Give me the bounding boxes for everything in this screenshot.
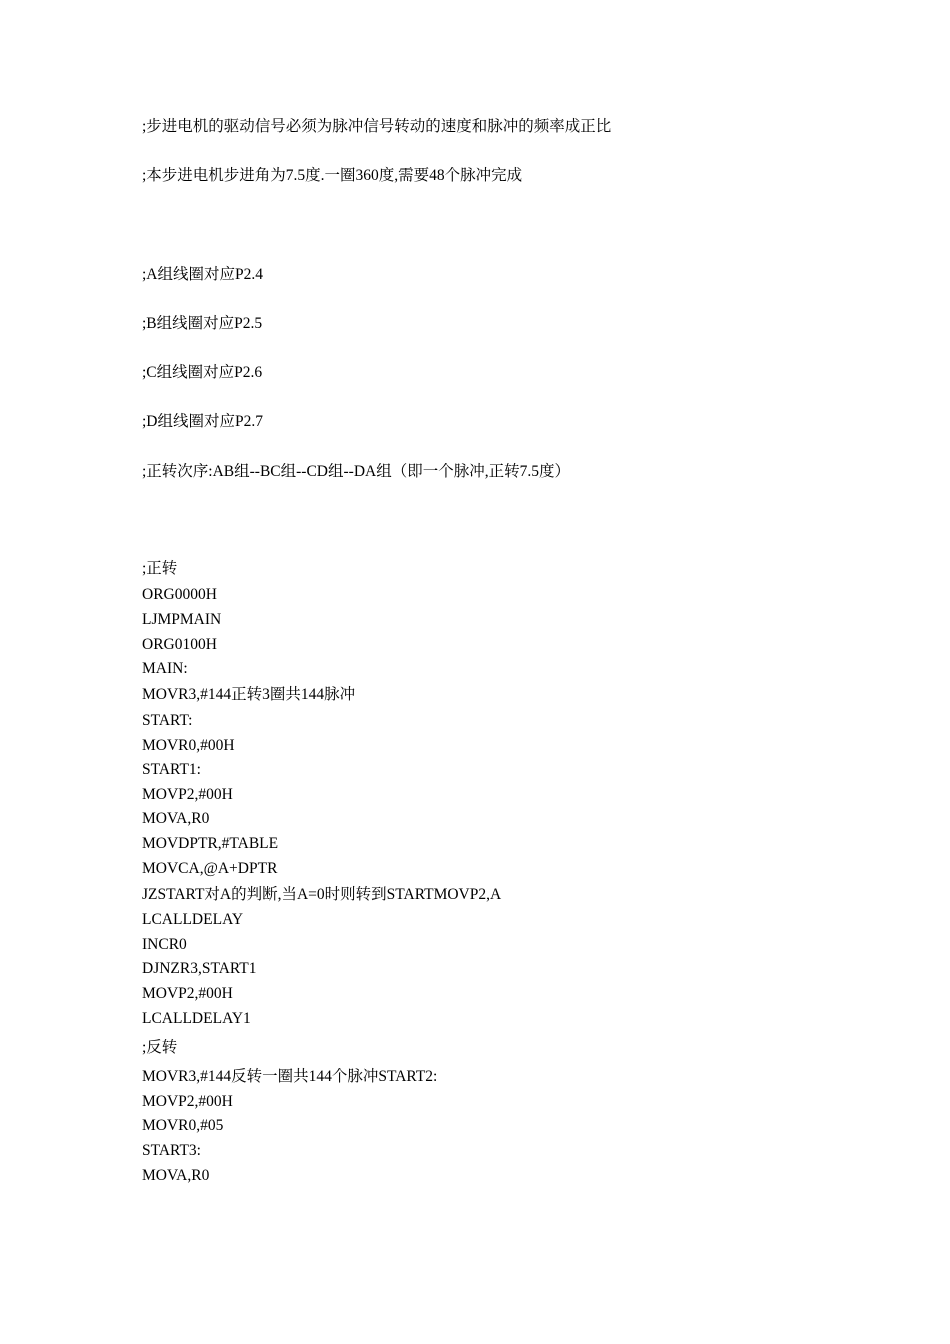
comment-line: ;本步进电机步进角为7.5度.一圈360度,需要48个脉冲完成: [142, 167, 523, 184]
code-line: MOVA,R0: [142, 1167, 210, 1184]
code-line: START1:: [142, 761, 201, 778]
comment-line: ;步进电机的驱动信号必须为脉冲信号转动的速度和脉冲的频率成正比: [142, 118, 612, 135]
code-line: ORG0000H: [142, 586, 217, 603]
code-line: INCR0: [142, 936, 187, 953]
code-line: MOVR3,#144正转3圈共144脉冲: [142, 686, 356, 703]
code-line: LJMPMAIN: [142, 611, 222, 628]
code-line: ;反转: [142, 1039, 178, 1056]
code-line: START:: [142, 712, 193, 729]
comment-line: ;B组线圈对应P2.5: [142, 315, 263, 332]
code-line: MOVR0,#00H: [142, 737, 235, 754]
code-line: ;正转: [142, 560, 178, 577]
code-line: MAIN:: [142, 660, 188, 677]
comment-line: ;A组线圈对应P2.4: [142, 266, 263, 283]
code-line: ORG0100H: [142, 636, 217, 653]
code-line: MOVP2,#00H: [142, 786, 233, 803]
code-line: DJNZR3,START1: [142, 960, 257, 977]
code-line: MOVR0,#05: [142, 1117, 224, 1134]
comment-line: ;D组线圈对应P2.7: [142, 413, 263, 430]
code-line: MOVR3,#144反转一圈共144个脉冲START2:: [142, 1068, 438, 1085]
code-line: JZSTART对A的判断,当A=0时则转到STARTMOVP2,A: [142, 886, 502, 903]
code-line: MOVA,R0: [142, 810, 210, 827]
code-line: START3:: [142, 1142, 201, 1159]
comment-line: ;正转次序:AB组--BC组--CD组--DA组（即一个脉冲,正转7.5度）: [142, 463, 570, 480]
code-line: LCALLDELAY1: [142, 1010, 251, 1027]
comment-line: ;C组线圈对应P2.6: [142, 364, 263, 381]
code-line: LCALLDELAY: [142, 911, 244, 928]
code-line: MOVP2,#00H: [142, 1093, 233, 1110]
code-line: MOVCA,@A+DPTR: [142, 860, 278, 877]
code-line: MOVDPTR,#TABLE: [142, 835, 279, 852]
code-line: MOVP2,#00H: [142, 985, 233, 1002]
